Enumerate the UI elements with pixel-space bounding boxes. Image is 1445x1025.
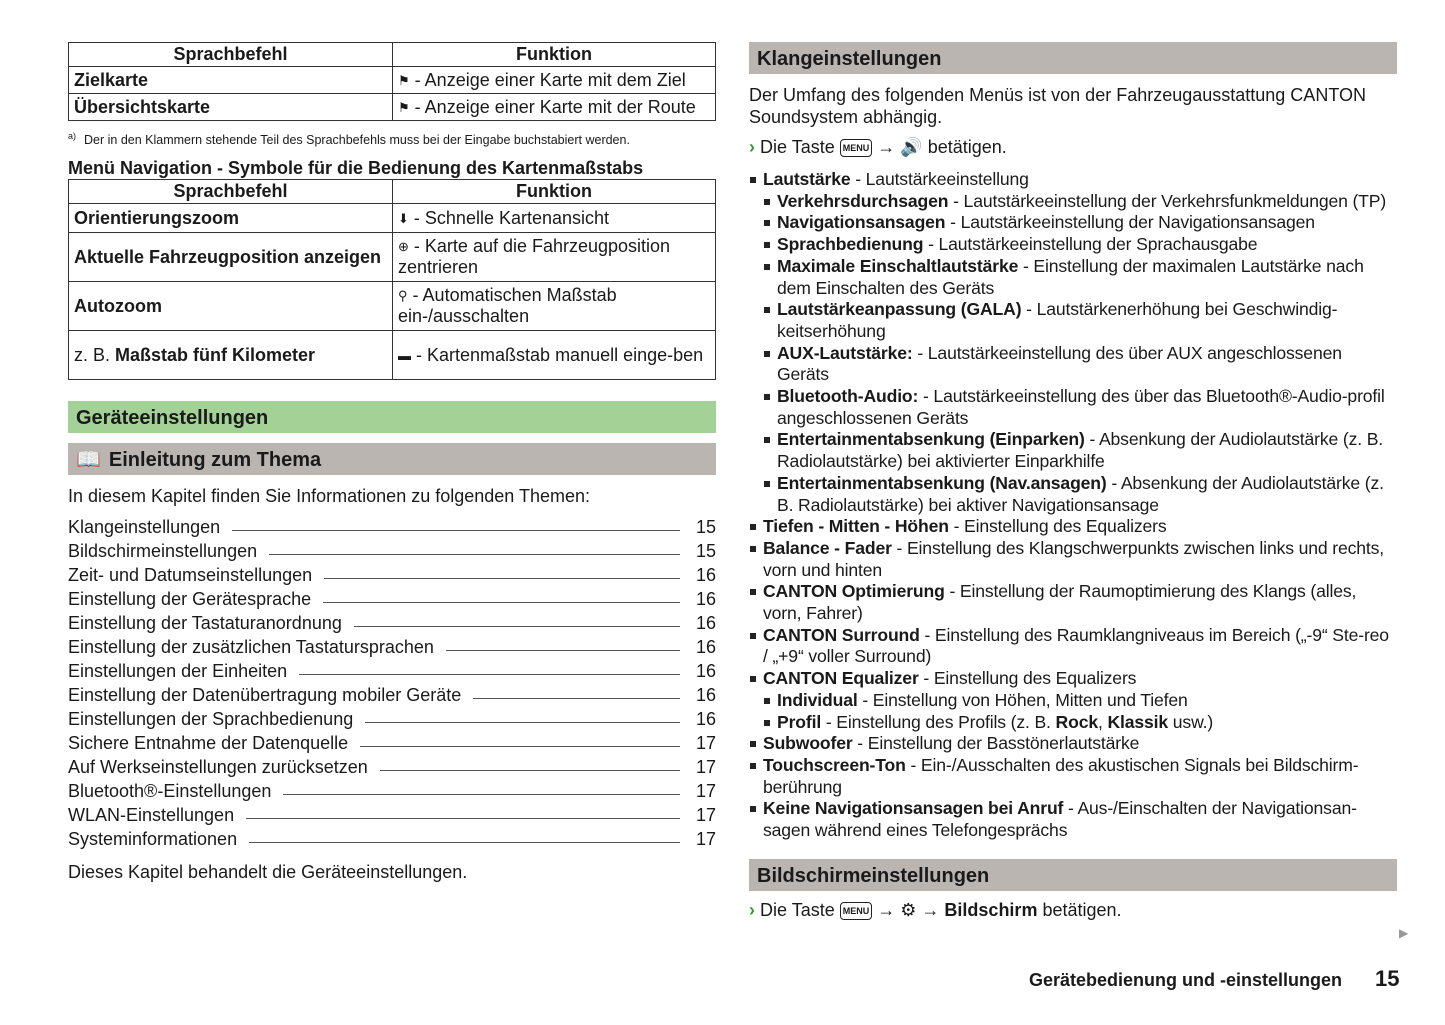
toc-leader	[246, 803, 680, 819]
setting-name: Maximale Einschaltlautstärke	[777, 255, 1019, 276]
autozoom-icon: ⚲	[398, 288, 408, 303]
toc-label[interactable]: Zeit- und Datumseinstellungen	[68, 563, 324, 587]
setting-desc: - Einstellung des Profils (z. B.	[821, 711, 1056, 732]
book-icon: 📖	[76, 449, 101, 471]
next-page-triangle-icon: ▶	[1399, 926, 1409, 940]
list-item	[763, 343, 1397, 386]
right-column	[749, 42, 1397, 921]
step-text: betätigen.	[1042, 899, 1122, 920]
toc-leader	[299, 659, 680, 675]
quick-map-icon: ⬇	[398, 210, 409, 226]
function-text: - Karte auf die Fahrzeugposition zentrieren	[398, 236, 671, 277]
setting-name: Individual	[777, 689, 858, 710]
voice-command: Zielkarte	[69, 67, 393, 94]
function-cell	[393, 282, 716, 331]
toc-leader	[323, 587, 680, 603]
toc-leader	[365, 707, 680, 723]
list-item	[763, 299, 1397, 342]
setting-desc: - Lautstärkeeinstellung der Navigationsansagen	[945, 212, 1315, 233]
setting-desc: - Einstellung von Höhen, Mitten und Tiefen	[857, 689, 1188, 710]
list-item	[749, 625, 1397, 668]
toc-label[interactable]: Einstellung der zusätzlichen Tastatursprachen	[68, 635, 446, 659]
toc-label[interactable]: Einstellung der Gerätesprache	[68, 587, 323, 611]
toc-entry[interactable]	[68, 659, 716, 683]
toc-label[interactable]: Klangeinstellungen	[68, 515, 232, 539]
toc-leader	[360, 731, 680, 747]
table-row	[69, 331, 716, 380]
toc-leader	[249, 827, 680, 843]
toc-leader	[283, 779, 680, 795]
toc-entry[interactable]	[68, 683, 716, 707]
toc-label[interactable]: Systeminformationen	[68, 827, 249, 851]
step-text: Die Taste	[760, 137, 835, 157]
voice-command: Orientierungszoom	[74, 207, 240, 228]
voice-command: Aktuelle Fahrzeugposition anzeigen	[74, 246, 382, 267]
toc-label[interactable]: Auf Werkseinstellungen zurücksetzen	[68, 755, 380, 779]
command-prefix: z. B.	[74, 344, 116, 365]
toc-leader	[380, 755, 680, 771]
setting-name: Touchscreen-Ton	[763, 754, 906, 775]
list-item	[763, 712, 1397, 734]
setting-name: Balance - Fader	[763, 537, 892, 558]
list-item	[763, 256, 1397, 299]
scale-bar-icon: ▬	[398, 347, 411, 363]
table-row	[69, 67, 716, 94]
table-row	[69, 204, 716, 233]
chapter-footer: Gerätebedienung und -einstellungen	[1028, 970, 1342, 990]
step-text: Die Taste	[760, 899, 835, 920]
list-item	[763, 473, 1397, 516]
setting-desc: usw.)	[1168, 711, 1214, 732]
toc-label[interactable]: WLAN-Einstellungen	[68, 803, 246, 827]
toc-page[interactable]: 17	[696, 781, 717, 801]
function-cell	[393, 204, 716, 233]
klang-intro: Der Umfang des folgenden Menüs ist von der Fahrzeugausstattung CANTON Soundsystem abhängig.	[749, 85, 1366, 127]
setting-desc: - Einstellung der Basstönerlautstärke	[852, 733, 1140, 754]
table-row	[69, 233, 716, 282]
toc-page[interactable]: 17	[696, 829, 717, 849]
setting-name: AUX-Lautstärke:	[777, 342, 913, 363]
toc-page[interactable]: 16	[696, 637, 717, 657]
setting-name: Sprachbedienung	[777, 234, 924, 255]
toc-leader	[473, 683, 680, 699]
col-header: Funktion	[393, 43, 716, 67]
setting-desc: - Einstellung des Raumklangniveaus im Bereich („-9“ Ste-reo / „+9“ voller Surround)	[763, 624, 1389, 667]
klang-step: › Die Taste MENU → 🔊 betätigen.	[749, 137, 1007, 157]
toc-page[interactable]: 16	[696, 565, 717, 585]
center-position-icon: ⊕	[398, 239, 409, 254]
setting-name: Navigationsansagen	[777, 212, 946, 233]
list-item	[763, 429, 1397, 472]
list-item	[749, 169, 1397, 191]
setting-name: Subwoofer	[763, 733, 853, 754]
toc-entry[interactable]	[68, 803, 716, 827]
toc-entry[interactable]	[68, 563, 716, 587]
toc-entry[interactable]	[68, 515, 716, 539]
setting-desc: - Aus-/Einschalten der Navigationsan-sagen während eines Telefongesprächs	[763, 798, 1357, 841]
list-item	[749, 516, 1397, 538]
voice-command-cell	[69, 282, 393, 331]
destination-map-icon: ⚑	[398, 72, 410, 88]
footnote-text: Der in den Klammern stehende Teil des Sprachbefehls muss bei der Eingabe buchstabiert werden.	[84, 133, 630, 148]
setting-desc: - Einstellung der maximalen Lautstärke nach dem Einschalten des Geräts	[777, 255, 1364, 298]
setting-name: Keine Navigationsansagen bei Anruf	[763, 798, 1064, 819]
setting-name: Entertainmentabsenkung (Einparken)	[777, 429, 1085, 450]
toc-label[interactable]: Einstellung der Datenübertragung mobiler Geräte	[68, 683, 473, 707]
list-item	[749, 668, 1397, 690]
toc-page[interactable]: 17	[696, 733, 717, 753]
col-header: Sprachbefehl	[69, 180, 393, 204]
setting-name: CANTON Equalizer	[763, 668, 919, 689]
setting-name: Rock	[1055, 711, 1098, 732]
setting-desc: - Lautstärkeeinstellung der Sprachausgabe	[923, 234, 1258, 255]
toc-entry[interactable]	[68, 587, 716, 611]
toc-page[interactable]: 16	[696, 589, 717, 609]
toc-leader	[269, 539, 680, 555]
voice-command-table-1	[68, 42, 716, 121]
function-text: - Schnelle Kartenansicht	[413, 207, 610, 228]
function-text: - Anzeige einer Karte mit der Route	[414, 96, 696, 117]
sound-icon: 🔊	[900, 137, 923, 157]
function-cell	[393, 331, 716, 380]
list-item	[749, 733, 1397, 755]
setting-name: Lautstärkeanpassung (GALA)	[777, 299, 1022, 320]
intro-title: Einleitung zum Thema	[108, 449, 322, 471]
bild-step: › Die Taste MENU → ⚙ → Bildschirm betätigen.	[749, 899, 1122, 920]
list-item	[749, 538, 1397, 581]
klang-heading: Klangeinstellungen	[749, 42, 1397, 74]
toc-label[interactable]: Einstellung der Tastaturanordnung	[68, 611, 354, 635]
setting-desc: - Absenkung der Audiolautstärke (z. B. Radiolautstärke) bei aktiver Navigationsansage	[777, 472, 1384, 515]
setting-name: Klassik	[1107, 711, 1169, 732]
setting-name: Entertainmentabsenkung (Nav.ansagen)	[777, 472, 1107, 493]
list-item	[749, 755, 1397, 798]
list-item	[763, 234, 1397, 256]
list-item	[763, 690, 1397, 712]
setting-desc: - Lautstärkeeinstellung der Verkehrsfunkmeldungen (TP)	[948, 190, 1387, 211]
setting-desc: - Lautstärkeeinstellung des über AUX angeschlossenen Geräts	[777, 342, 1342, 385]
sound-settings-list	[749, 169, 1397, 842]
list-item	[763, 386, 1397, 429]
toc-label[interactable]: Bluetooth®-Einstellungen	[68, 779, 283, 803]
toc-label[interactable]: Einstellungen der Sprachbedienung	[68, 707, 365, 731]
function-text: - Kartenmaßstab manuell einge-ben	[416, 344, 704, 365]
list-item	[763, 191, 1397, 213]
toc-page[interactable]: 16	[696, 685, 717, 705]
footnote	[68, 131, 716, 153]
step-arrow-icon: ›	[749, 137, 755, 157]
footnote-mark: a)	[68, 131, 77, 141]
toc-page[interactable]: 17	[696, 757, 717, 777]
toc-page[interactable]: 17	[696, 805, 717, 825]
setting-desc: - Lautstärkenerhöhung bei Geschwindig-keitserhöhung	[777, 299, 1338, 341]
setting-name: CANTON Optimierung	[763, 581, 945, 602]
setting-name: Lautstärke	[763, 169, 851, 189]
setting-desc: - Einstellung der Raumoptimierung des Klangs (alles, vorn, Fahrer)	[763, 581, 1357, 624]
table-row	[69, 282, 716, 331]
setting-name: Verkehrsdurchsagen	[777, 190, 949, 211]
section-heading: Geräteeinstellungen	[68, 401, 716, 433]
left-column	[68, 42, 716, 883]
setting-name: Profil	[777, 711, 822, 732]
list-item	[749, 581, 1397, 624]
toc-leader	[446, 635, 680, 651]
voice-command: Autozoom	[74, 295, 162, 316]
function-text: - Anzeige einer Karte mit dem Ziel	[414, 69, 686, 90]
setting-desc: - Ein-/Ausschalten des akustischen Signals bei Bildschirm-berührung	[763, 754, 1359, 797]
map-scale-table	[68, 179, 716, 380]
toc-entry[interactable]	[68, 827, 716, 851]
voice-command-cell	[69, 204, 393, 233]
list-item	[763, 212, 1397, 234]
function-cell	[393, 94, 716, 121]
voice-command: Übersichtskarte	[69, 94, 393, 121]
col-header: Funktion	[393, 180, 716, 204]
setting-name: Tiefen - Mitten - Höhen	[763, 516, 949, 537]
toc-entry[interactable]	[68, 779, 716, 803]
toc-page[interactable]: 15	[696, 541, 717, 561]
function-cell	[393, 67, 716, 94]
menu-key-icon: MENU	[840, 139, 873, 157]
toc-entry[interactable]	[68, 611, 716, 635]
voice-command: Maßstab fünf Kilometer	[115, 344, 316, 365]
toc-label[interactable]: Sichere Entnahme der Datenquelle	[68, 731, 360, 755]
route-map-icon: ⚑	[398, 99, 410, 115]
toc-leader	[232, 515, 680, 531]
menu-key-icon: MENU	[840, 902, 873, 920]
voice-command-cell	[69, 331, 393, 380]
bild-heading: Bildschirmeinstellungen	[749, 859, 1397, 891]
setting-desc: - Einstellung des Equalizers	[948, 516, 1167, 537]
setting-desc: - Einstellung des Klangschwerpunkts zwischen links und rechts, vorn und hinten	[763, 537, 1385, 580]
toc-entry[interactable]	[68, 731, 716, 755]
toc-entry[interactable]	[68, 539, 716, 563]
toc-label[interactable]: Einstellungen der Einheiten	[68, 659, 299, 683]
setting-desc: - Lautstärkeeinstellung des über das Bluetooth®-Audio-profil angeschlossenen Geräts	[777, 386, 1385, 428]
toc-entry[interactable]	[68, 707, 716, 731]
setting-desc: ,	[1097, 711, 1108, 732]
setting-desc: - Lautstärkeeinstellung	[850, 169, 1029, 189]
toc-label[interactable]: Bildschirmeinstellungen	[68, 539, 269, 563]
col-header: Sprachbefehl	[69, 43, 393, 67]
voice-command-cell	[69, 233, 393, 282]
menu-target: Bildschirm	[944, 899, 1038, 920]
setting-desc: - Einstellung des Equalizers	[918, 668, 1137, 689]
toc-page[interactable]: 16	[696, 613, 717, 633]
table-row	[69, 94, 716, 121]
list-item	[749, 798, 1397, 841]
toc-page[interactable]: 16	[696, 709, 717, 729]
toc-entry[interactable]	[68, 635, 716, 659]
closing-text: Dieses Kapitel behandelt die Geräteeinstellungen.	[68, 862, 468, 882]
toc-page[interactable]: 16	[696, 661, 717, 681]
toc-leader	[324, 563, 680, 579]
setting-name: CANTON Surround	[763, 624, 920, 645]
table-caption: Menü Navigation - Symbole für die Bedienung des Kartenmaßstabs	[68, 158, 644, 178]
setting-desc: - Absenkung der Audiolautstärke (z. B. Radiolautstärke) bei aktivierter Einparkhilfe	[777, 429, 1384, 472]
function-cell	[393, 233, 716, 282]
toc-leader	[354, 611, 680, 627]
setting-name: Bluetooth-Audio:	[777, 386, 919, 407]
step-text: betätigen.	[927, 137, 1007, 157]
intro-text: In diesem Kapitel finden Sie Informationen zu folgenden Themen:	[68, 486, 590, 506]
toc-entry[interactable]	[68, 755, 716, 779]
intro-heading	[68, 443, 716, 475]
settings-gear-icon: ⚙	[900, 899, 917, 920]
toc-page[interactable]: 15	[696, 517, 717, 537]
table-of-contents	[68, 515, 716, 851]
page-number: 15	[1375, 966, 1400, 991]
step-arrow-icon: ›	[749, 899, 755, 920]
function-text: - Automatischen Maßstab ein-/ausschalten	[398, 285, 617, 326]
